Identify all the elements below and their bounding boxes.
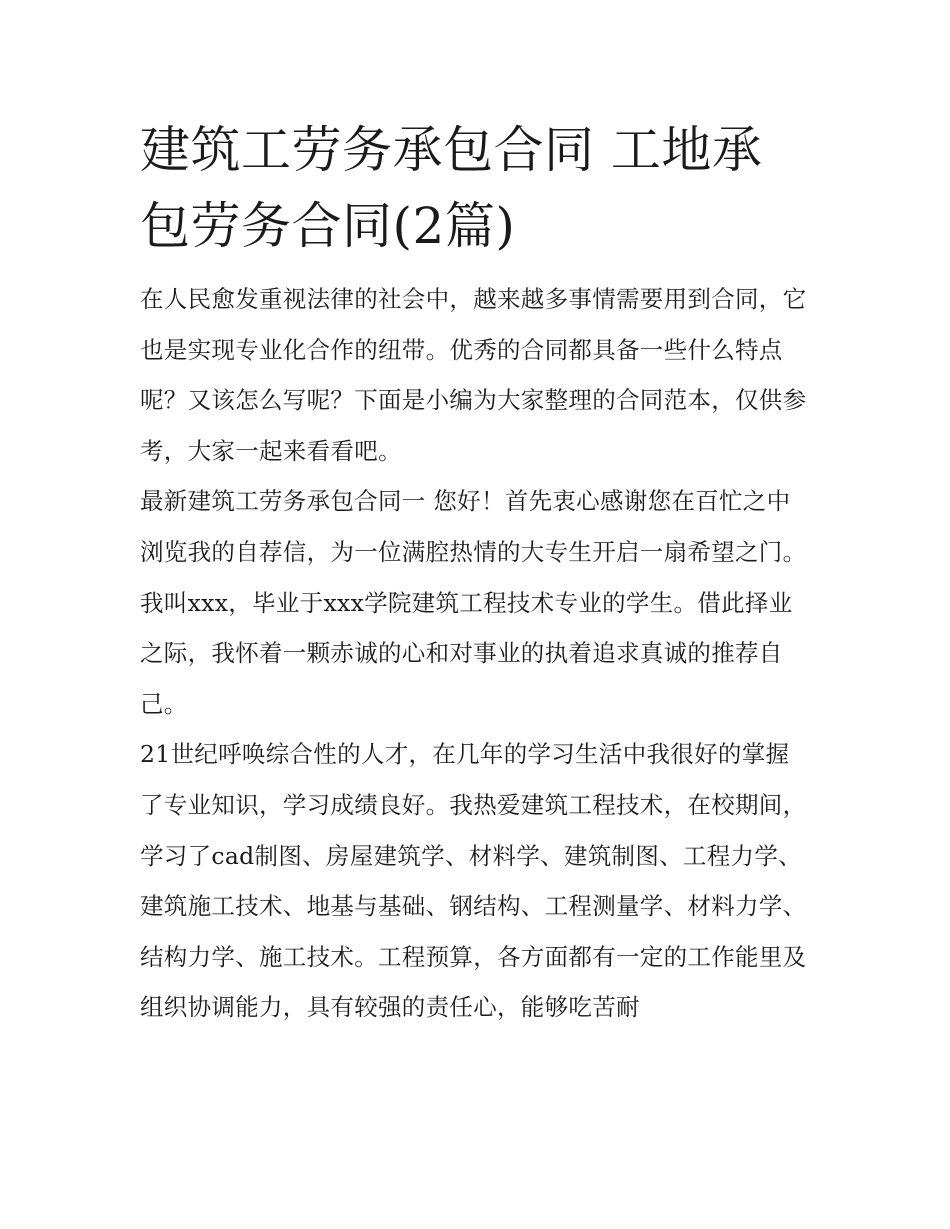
paragraph-intro: 在人民愈发重视法律的社会中，越来越多事情需要用到合同，它也是实现专业化合作的纽带。优秀的合同都具备一些什么特点呢？又该怎么写呢？下面是小编为大家整理的合同范本，仅供参考，大家一起来看看吧。 [140,285,807,465]
paragraph-greeting: 最新建筑工劳务承包合同一 您好！首先衷心感谢您在百忙之中浏览我的自荐信，为一位满腔热情的大专生开启一扇希望之门。 [140,487,807,566]
paragraph-skills: 21世纪呼唤综合性的人才，在几年的学习生活中我很好的掌握了专业知识，学习成绩良好。我热爱建筑工程技术，在校期间，学习了cad制图、房屋建筑学、材料学、建筑制图、工程力学、建筑施工技术、地基与基础、钢结构、工程测量学、材料力学、结构力学、施工技术。工程预算，各方面都有一定的工作能里及组织协调能力，具有较强的责任心，能够吃苦耐 [140,740,807,1022]
paragraph-self-intro: 我叫xxx，毕业于xxx学院建筑工程技术专业的学生。借此择业之际，我怀着一颗赤诚的心和对事业的执着追求真诚的推荐自己。 [140,588,793,718]
document-title: 建筑工劳务承包合同 工地承包劳务合同(2篇) [140,121,763,255]
document-body [140,112,812,1033]
